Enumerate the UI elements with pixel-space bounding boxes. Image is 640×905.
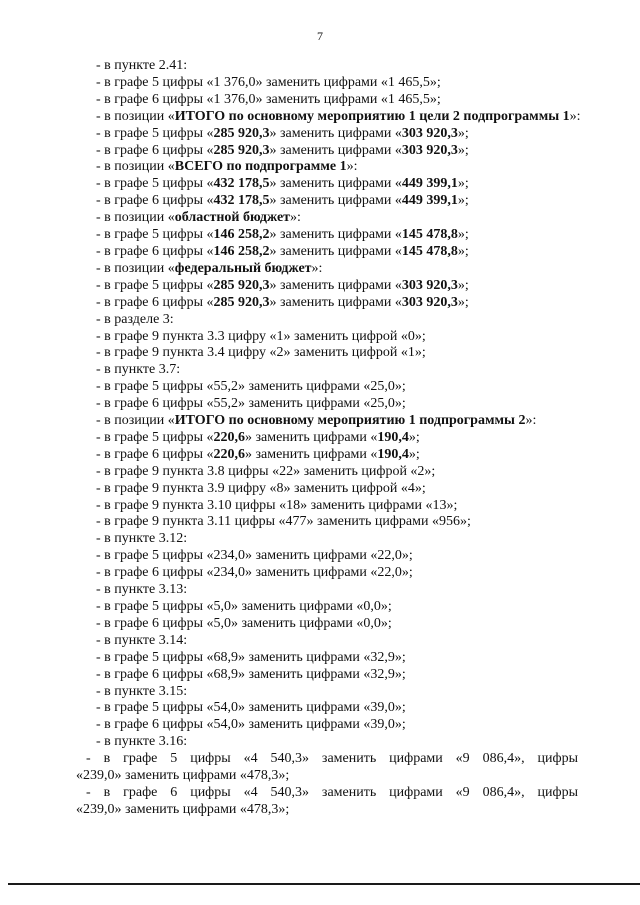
bold-value: 303 920,3 xyxy=(401,277,458,293)
amendment-line xyxy=(96,362,568,379)
bold-value: 432 178,5 xyxy=(213,193,270,209)
line-text: » заменить цифрами « xyxy=(269,277,402,293)
line-text: - в графе 5 цифры «54,0» заменить цифрами «39,0»; xyxy=(96,700,406,716)
amendment-line xyxy=(96,734,568,751)
line-text: » заменить цифрами « xyxy=(269,294,402,310)
bold-value: 285 920,3 xyxy=(213,294,270,310)
amendment-line xyxy=(96,126,568,143)
amendment-line xyxy=(96,108,581,126)
bold-value: федеральный бюджет xyxy=(174,260,312,276)
bold-value: 220,6 xyxy=(213,429,245,445)
bold-value: 449 399,1 xyxy=(401,176,458,192)
amendment-line xyxy=(96,193,568,210)
line-text: - в пункте 3.13: xyxy=(96,582,188,598)
line-text: - в графе 6 цифры «68,9» заменить цифрами «32,9»; xyxy=(96,666,406,682)
amendment-line xyxy=(96,227,568,244)
bold-value: 190,4 xyxy=(377,446,409,462)
amendment-line xyxy=(96,92,568,109)
bold-value: 303 920,3 xyxy=(401,125,458,141)
bold-value: 285 920,3 xyxy=(213,125,270,141)
bold-value: 303 920,3 xyxy=(401,294,458,310)
amendment-line xyxy=(96,481,568,498)
paragraph-first-line: - в графе 5 цифры «4 540,3» заменить цифрами «9 086,4», цифры xyxy=(86,751,578,767)
amendment-line xyxy=(96,176,568,193)
amendment-line xyxy=(96,717,568,734)
line-text: - в графе 5 цифры «68,9» заменить цифрами «32,9»; xyxy=(96,649,406,665)
amendment-line xyxy=(96,413,568,430)
line-text: » заменить цифрами « xyxy=(269,176,402,192)
line-text: »; xyxy=(457,227,469,243)
bold-value: 146 258,2 xyxy=(213,227,270,243)
line-text: - в графе 6 цифры « xyxy=(96,446,214,462)
line-text: »; xyxy=(457,294,469,310)
amendment-paragraph xyxy=(76,751,578,785)
line-text: » заменить цифрами « xyxy=(269,125,402,141)
amendment-line xyxy=(96,278,568,295)
line-text: - в графе 6 цифры « xyxy=(96,294,214,310)
bold-value: 432 178,5 xyxy=(213,176,270,192)
page-number: 7 xyxy=(317,29,323,43)
line-text: - в графе 6 цифры «1 376,0» заменить цифрами «1 465,5»; xyxy=(96,91,441,107)
amendment-list xyxy=(76,58,581,819)
amendment-line xyxy=(96,633,568,650)
amendment-line xyxy=(96,447,568,464)
line-text: - в разделе 3: xyxy=(96,311,174,327)
paragraph-continuation: «239,0» заменить цифрами «478,3»; xyxy=(76,768,290,784)
line-text: - в графе 6 цифры «234,0» заменить цифрами «22,0»; xyxy=(96,565,413,581)
amendment-line xyxy=(96,498,568,515)
line-text: »; xyxy=(457,142,469,158)
line-text: » заменить цифрами « xyxy=(269,227,402,243)
amendment-line xyxy=(96,650,568,667)
line-text: - в графе 5 цифры « xyxy=(96,277,214,293)
paragraph-continuation: «239,0» заменить цифрами «478,3»; xyxy=(76,801,290,817)
amendment-line xyxy=(96,58,568,75)
bold-value: 145 478,8 xyxy=(401,243,458,259)
line-text: »; xyxy=(457,125,469,141)
line-text: - в позиции « xyxy=(96,210,175,226)
line-text: - в графе 5 цифры « xyxy=(96,125,214,141)
line-text: - в позиции « xyxy=(96,413,175,429)
amendment-line xyxy=(96,514,568,531)
line-text: - в пункте 3.15: xyxy=(96,683,188,699)
line-text: »: xyxy=(311,260,323,276)
amendment-line xyxy=(96,616,568,633)
line-text: »; xyxy=(457,176,469,192)
line-text: - в пункте 3.16: xyxy=(96,734,188,750)
line-text: »; xyxy=(408,446,420,462)
bold-value: 146 258,2 xyxy=(213,243,270,259)
line-text: - в позиции « xyxy=(96,260,175,276)
amendment-line xyxy=(96,159,568,176)
line-text: »: xyxy=(569,108,581,124)
line-text: - в пункте 3.7: xyxy=(96,362,181,378)
bold-value: ИТОГО по основному мероприятию 1 подпрограммы 2 xyxy=(174,413,526,429)
amendment-line xyxy=(96,464,568,481)
amendment-line xyxy=(96,312,568,329)
line-text: » заменить цифрами « xyxy=(269,193,402,209)
line-text: » заменить цифрами « xyxy=(244,429,378,445)
line-text: - в графе 6 цифры « xyxy=(96,193,214,209)
bold-value: ИТОГО по основному мероприятию 1 цели 2 подпрограммы 1 xyxy=(174,108,570,124)
amendment-lines xyxy=(96,58,581,751)
amendment-line xyxy=(96,345,568,362)
line-text: - в графе 5 цифры «234,0» заменить цифрами «22,0»; xyxy=(96,548,413,564)
bottom-divider-line xyxy=(8,883,640,885)
line-text: »: xyxy=(290,210,301,226)
line-text: »; xyxy=(457,193,469,209)
amendment-line xyxy=(96,700,568,717)
amendment-line xyxy=(96,396,568,413)
line-text: - в графе 5 цифры « xyxy=(96,176,214,192)
bold-value: ВСЕГО по подпрограмме 1 xyxy=(174,159,347,175)
amendment-line xyxy=(96,599,568,616)
amendment-line xyxy=(96,244,568,261)
line-text: - в графе 6 цифры «5,0» заменить цифрами «0,0»; xyxy=(96,615,392,631)
line-text: » заменить цифрами « xyxy=(244,446,378,462)
amendment-line xyxy=(96,684,568,701)
amendment-line xyxy=(96,329,568,346)
amendment-line xyxy=(96,261,568,278)
line-text: - в пункте 3.12: xyxy=(96,531,188,547)
line-text: - в пункте 3.14: xyxy=(96,632,188,648)
line-text: »; xyxy=(457,277,469,293)
line-text: - в графе 9 пункта 3.10 цифры «18» заменить цифрами «13»; xyxy=(96,497,458,513)
amendment-paragraphs xyxy=(76,751,578,819)
bold-value: 285 920,3 xyxy=(213,277,270,293)
line-text: - в позиции « xyxy=(96,159,175,175)
line-text: - в графе 6 цифры « xyxy=(96,243,214,259)
line-text: - в графе 6 цифры «55,2» заменить цифрами «25,0»; xyxy=(96,396,406,412)
bold-value: 285 920,3 xyxy=(213,142,270,158)
amendment-line xyxy=(96,379,568,396)
amendment-line xyxy=(96,75,568,92)
amendment-line xyxy=(96,548,568,565)
bold-value: областной бюджет xyxy=(174,210,291,226)
line-text: » заменить цифрами « xyxy=(269,243,402,259)
bold-value: 220,6 xyxy=(213,446,245,462)
line-text: - в графе 9 пункта 3.9 цифру «8» заменить цифрой «4»; xyxy=(96,480,426,496)
line-text: - в графе 5 цифры «1 376,0» заменить цифрами «1 465,5»; xyxy=(96,74,441,90)
line-text: - в графе 6 цифры «54,0» заменить цифрами «39,0»; xyxy=(96,717,406,733)
line-text: - в пункте 2.41: xyxy=(96,58,188,73)
line-text: »: xyxy=(525,413,537,429)
bold-value: 145 478,8 xyxy=(401,227,458,243)
line-text: - в графе 9 пункта 3.3 цифру «1» заменить цифрой «0»; xyxy=(96,328,426,344)
paragraph-first-line: - в графе 6 цифры «4 540,3» заменить цифрами «9 086,4», цифры xyxy=(86,784,578,800)
amendment-line xyxy=(96,143,568,160)
line-text: »; xyxy=(408,429,420,445)
line-text: »: xyxy=(346,159,358,175)
line-text: - в графе 9 пункта 3.11 цифры «477» заменить цифрами «956»; xyxy=(96,514,471,530)
amendment-paragraph xyxy=(76,784,578,819)
amendment-line xyxy=(96,667,568,684)
amendment-line xyxy=(96,531,568,548)
bold-value: 449 399,1 xyxy=(401,193,458,209)
line-text: - в графе 6 цифры « xyxy=(96,142,214,158)
line-text: - в позиции « xyxy=(96,108,175,124)
line-text: - в графе 5 цифры « xyxy=(96,429,214,445)
line-text: »; xyxy=(457,243,469,259)
amendment-line xyxy=(96,430,568,447)
bold-value: 190,4 xyxy=(377,429,409,445)
line-text: - в графе 5 цифры « xyxy=(96,227,214,243)
line-text: - в графе 9 пункта 3.4 цифру «2» заменить цифрой «1»; xyxy=(96,345,426,361)
amendment-line xyxy=(96,295,568,312)
line-text: - в графе 9 пункта 3.8 цифры «22» заменить цифрой «2»; xyxy=(96,463,436,479)
amendment-line xyxy=(96,210,568,227)
line-text: - в графе 5 цифры «55,2» заменить цифрами «25,0»; xyxy=(96,379,406,395)
amendment-line xyxy=(96,582,568,599)
amendment-line xyxy=(96,565,568,582)
line-text: » заменить цифрами « xyxy=(269,142,402,158)
bold-value: 303 920,3 xyxy=(401,142,458,158)
line-text: - в графе 5 цифры «5,0» заменить цифрами «0,0»; xyxy=(96,599,392,614)
